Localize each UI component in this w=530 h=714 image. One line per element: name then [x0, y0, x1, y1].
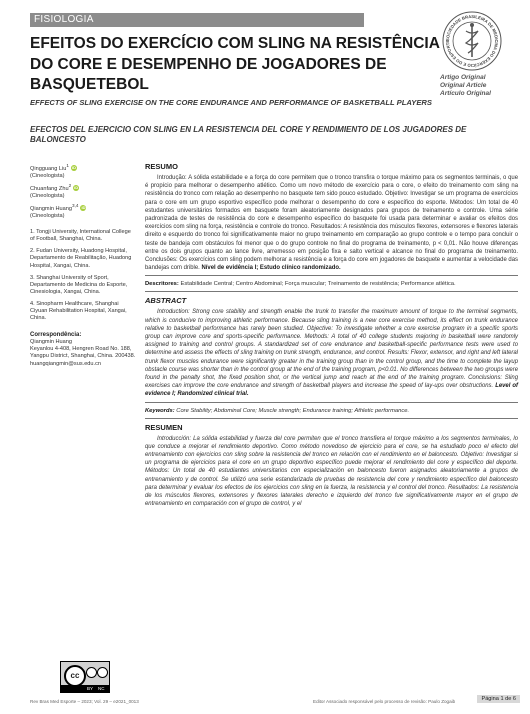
article-type-en: Original Article	[440, 82, 487, 89]
author-role: (Cineologista)	[30, 172, 65, 179]
descritores-text: Estabilidade Central; Centro Abdominal; Força muscular; Treinamento de resistência; Performance atlética.	[180, 281, 456, 288]
keywords	[145, 407, 518, 415]
orcid-icon[interactable]: iD	[74, 185, 79, 191]
cc-license-badge[interactable]	[60, 661, 110, 693]
author-entry	[30, 162, 136, 180]
cc-nc-label: NC	[98, 686, 105, 691]
affiliation-item: 4. Sinopharm Healthcare, Shanghai Ciyuan Rehabilitation Hospital, Xangai, China.	[30, 300, 127, 322]
abstract-body: Introduction: Strong core stability and strength enable the trunk to transfer the maximum amount of torque to the terminal segments, which is conducive to improving athletic performance. Because sling training is a new core exercise method, its effect on trunk endurance relative to basketball performance has rarely been studied. Objective: To investigate whether a core exercise program in a specific sports group can improve core and sports-specific performance. Methods: A total of 40 college students majoring in basketball were randomly assigned to training and control groups. A standardized set of core endurance and basketball-specific performance tests were used to determine and assess the effects of sling training on trunk strength, endurance, and control. Results: Flexor, extensor, and right and left lateral trunk flexor muscles endurance were significantly greater in the training group than in the control group, and the time to complete the layup obstacle course was shorter than in the control group at the end of the training program, p<0.01. No differences between the two groups were found in the penalty shot, the fixed position shot, or the vertical jump and reach at the end of the training program. Conclusions: Sling exercises can improve the core endurance and strength of basketball players and increase the speed of lay-ups over obstructions.	[145, 309, 518, 390]
cc-by-label: BY	[87, 686, 94, 691]
abstract-text	[145, 308, 518, 398]
affiliation-item: 1. Tongji University, International College of Football, Shanghai, China.	[30, 229, 131, 243]
resumen-text: Introducción: La sólida estabilidad y fuerza del core permiten que el tronco transfiera el torque máximo a los segmentos terminales, lo que conduce a mejorar el rendimiento deportivo. Como método novedoso de ejercicio para el core, se ha estudiado poco el efecto del entrenamiento con ejercicios con sling sobre la resistencia del tronco en relación con el rendimiento en el baloncesto. Objetivo: Investigar si un programa de ejercicios para el core en un grupo deportivo específico puede mejorar el rendimiento del core y específico del deporte. Métodos: Un total de 40 estudiantes universitarios con especialización en baloncesto fueron asignados aleatoriamente a grupos de entrenamiento y de control. Se utilizó una serie estandarizada de pruebas de resistencia del core y rendimiento específico del baloncesto para determinar y evaluar los efectos de los ejercicios con sling en la fuerza, la resistencia y el control del tronco. Resultados: La resistencia de los músculos flexores, extensores y flexores laterales derecho e izquierdo del tronco fue significativamente mayor en el grupo de entrenamiento en comparación con el grupo de control, y el	[145, 435, 518, 508]
correspondence-email[interactable]: huangqiangmin@sus.edu.cn	[30, 360, 101, 367]
title-portuguese: EFEITOS DO EXERCÍCIO COM SLING NA RESISTÊNCIA DO CORE E DESEMPENHO DE JOGADORES DE BASQUETEBOL	[30, 35, 440, 93]
article-type-es: Artículo Original	[440, 90, 491, 97]
logo-ring-text: SOCIEDADE BRASILEIRA DE MEDICINA DO EXERCÍCIO E DO ESPORTE	[444, 13, 500, 69]
author-name: Qingguang Liu	[30, 165, 67, 172]
correspondence-line: Qiangmin Huang	[30, 339, 72, 346]
affiliation-item: 3. Shanghai University of Sport, Departamento de Medicina do Esporte, Cinesiologia, Xangai, China.	[30, 274, 128, 295]
page-number: Página 1 de 6	[477, 695, 520, 703]
affiliation-item: 2. Fudan University, Huadong Hospital, Departamento de Reabilitação, Huadong Hospital, Xangai, China.	[30, 248, 132, 269]
author-affil-sup: 1	[66, 163, 69, 168]
by-icon	[86, 667, 97, 678]
correspondence-block	[30, 339, 136, 367]
correspondence-heading: Correspondência:	[30, 332, 82, 339]
resumo-evidence-level: Nível de evidência I; Estudo clínico randomizado.	[201, 265, 341, 272]
associate-editor: Editor Associado responsável pelo processo de revisão: Paulo Zogaib	[313, 699, 456, 704]
resumo-heading: RESUMO	[145, 162, 178, 171]
cc-icon: cc	[64, 665, 86, 687]
keywords-text: Core Stability; Abdominal Core; Muscle strength; Endurance training; Athletic performance.	[176, 407, 410, 414]
resumen-heading: RESUMEN	[145, 422, 183, 432]
author-name: Qiangmin Huang	[30, 205, 72, 212]
author-affil-sup: 3,4	[71, 203, 79, 209]
journal-citation: Rev Bras Med Esporte – 2023; Vol. 29 – e2021_0013	[30, 699, 139, 704]
section-label: FISIOLOGIA	[30, 13, 364, 27]
cc-label-bar	[61, 685, 109, 692]
affiliations	[30, 229, 136, 322]
author-role: (Cineologista)	[30, 193, 65, 199]
page-footer	[30, 697, 520, 707]
author-entry	[30, 182, 136, 200]
descritores-label: Descritores:	[145, 281, 179, 288]
abstract-evidence-level: Level of evidence I; Randomized clinical trial.	[145, 383, 518, 398]
author-affil-sup: 2	[68, 183, 72, 189]
title-english: EFFECTS OF SLING EXERCISE ON THE CORE ENDURANCE AND PERFORMANCE OF BASKETBALL PLAYERS	[30, 98, 432, 107]
orcid-icon[interactable]: iD	[71, 165, 76, 171]
title-spanish: EFECTOS DEL EJERCICIO CON SLING EN LA RESISTENCIA DEL CORE Y RENDIMIENTO DE LOS JUGADORES DE BALONCESTO	[30, 125, 467, 144]
article-type	[440, 74, 520, 98]
author-sidebar	[30, 162, 136, 368]
society-logo	[442, 11, 502, 71]
orcid-icon[interactable]: iD	[81, 205, 86, 211]
author-entry	[30, 202, 136, 220]
author-role: (Cineologista)	[30, 213, 65, 220]
article-type-pt: Artigo Original	[440, 74, 486, 81]
divider	[145, 275, 518, 276]
nc-icon	[97, 667, 108, 678]
author-name: Chuanfang Zhu	[30, 185, 69, 192]
abstract-column	[145, 162, 518, 509]
abstract-heading: ABSTRACT	[145, 296, 187, 306]
divider	[145, 418, 518, 419]
resumo-body: Introdução: A sólida estabilidade e a força do core permitem que o tronco transfira o torque máximo para os segmentos terminais, o que é propício para melhorar o desempenho atlético. Como um novo método de exercício para o core, o efeito do treinamento com sling na resistência do tronco com relação ao desempenho no basquete tem sido pouco estudado. Objetivo: Investigar se um programa de exercícios para o core em um grupo esportivo específico pode melhorar o desempenho do core e específico do esporte. Métodos: Um total de 40 estudantes universitários formados em basquete foram aleatoriamente designados para grupos de treinamento e controle. Uma série padronizada de testes de resistência do core e desempenho específico do basquete foi usada para determinar e avaliar os efeitos dos exercícios com sling na força, resistência e controle do tronco. Resultados: A resistência dos músculos flexores, extensores e flexores laterais direito e esquerdo do tronco foi significativamente maior no grupo treinamento em comparação ao grupo controle e o tempo para concluir o teste de bandeja com obstáculos foi menor que o do grupo controle no final do programa de treinamento, p < 0,01. Não houve diferenças entre os dois grupos quanto ao lance livre, arremesso em posição fixa e salto vertical e alcance no final do programa de treinamento. Conclusões: Os exercícios com sling podem melhorar a resistência e a força do core em jogadores de basquete e aumentar a velocidade das bandejas com drible.	[145, 175, 518, 272]
descritores	[145, 280, 518, 288]
divider	[145, 402, 518, 403]
correspondence-line: Keyanlou 4-408, Hengren Road No. 188, Yangpu District, Shanghai, China. 200438.	[30, 346, 136, 360]
keywords-label: Keywords:	[145, 407, 175, 414]
resumo-text	[145, 174, 518, 272]
divider	[145, 291, 518, 292]
